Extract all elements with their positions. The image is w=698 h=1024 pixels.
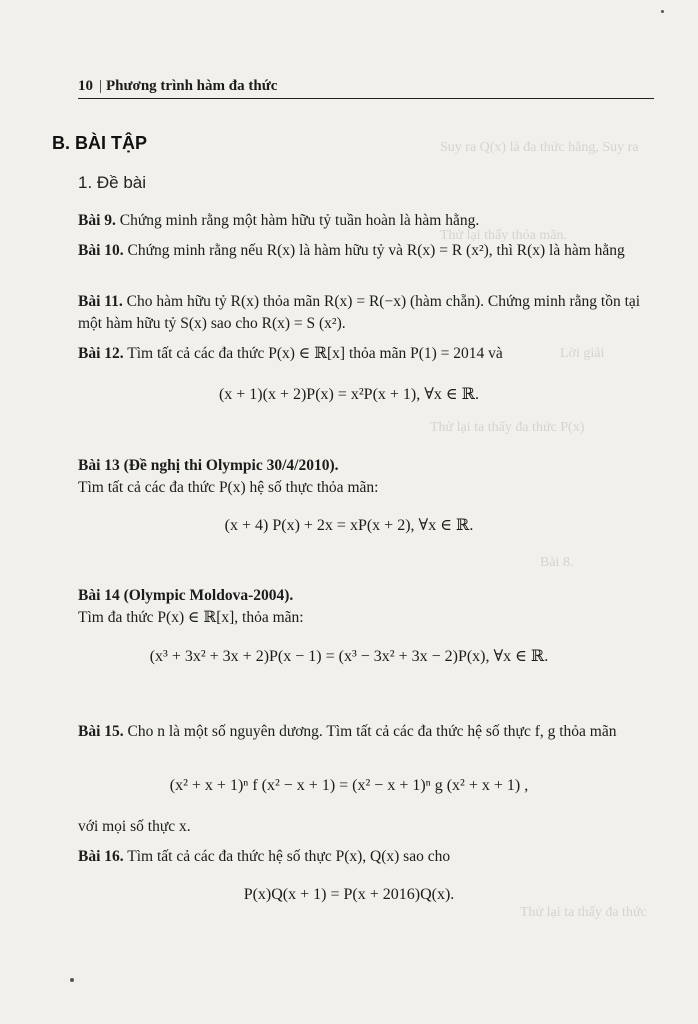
problem-9 (78, 210, 656, 232)
problem-14-heading (78, 585, 656, 607)
section-heading: B. BÀI TẬP (52, 133, 148, 153)
header-separator: | (99, 78, 103, 94)
equation-12: (x + 1)(x + 2)P(x) = x²P(x + 1), ∀x ∈ ℝ. (218, 386, 480, 403)
problem-label: Bài 11. (78, 293, 123, 310)
problem-13-heading (78, 455, 656, 477)
equation-13: (x + 4) P(x) + 2x = xP(x + 2), ∀x ∈ ℝ. (224, 517, 474, 534)
problem-label: Bài 14 (Olympic Moldova-2004). (78, 587, 294, 604)
bleed-through-text: Thử lại ta thấy đa thức (520, 905, 647, 920)
problem-text: Chứng minh rằng một hàm hữu tỷ tuần hoàn là hàm hằng. (119, 212, 480, 229)
subsection-heading: 1. Đề bài (78, 173, 147, 192)
problem-text: Cho n là một số nguyên dương. Tìm tất cả các đa thức hệ số thực f, g thỏa mãn (127, 723, 617, 740)
problem-text: Cho hàm hữu tỷ R(x) thỏa mãn R(x) = R(−x) (hàm chẵn). Chứng minh rằng tồn tại một hàm hữu tỷ S(x) sao cho R(x) = S (x²). (78, 293, 641, 332)
problem-13-text: Tìm tất cả các đa thức P(x) hệ số thực thỏa mãn: (78, 479, 379, 496)
running-title: Phương trình hàm đa thức (106, 78, 278, 94)
bleed-through-text: Lời giải (560, 346, 605, 361)
problem-16 (78, 846, 656, 868)
equation-14: (x³ + 3x² + 3x + 2)P(x − 1) = (x³ − 3x² + 3x − 2)P(x), ∀x ∈ ℝ. (149, 648, 549, 665)
problem-text: Chứng minh rằng nếu R(x) là hàm hữu tỷ và R(x) = R (x²), thì R(x) là hàm hằng (127, 242, 625, 259)
page-speck (70, 978, 74, 982)
problem-11 (78, 291, 656, 335)
problem-10 (78, 240, 656, 262)
problem-label: Bài 15. (78, 723, 124, 740)
problem-label: Bài 12. (78, 345, 124, 362)
problem-15-after: với mọi số thực x. (78, 818, 191, 835)
page-number: 10 (78, 78, 93, 94)
equation-15: (x² + x + 1)ⁿ f (x² − x + 1) = (x² − x + 1)ⁿ g (x² + x + 1) , (169, 777, 529, 794)
problem-14-text: Tìm đa thức P(x) ∈ ℝ[x], thỏa mãn: (78, 609, 304, 626)
bleed-through-text: Suy ra Q(x) là đa thức hằng, Suy ra (440, 140, 639, 155)
bleed-through-text: Thử lại ta thấy đa thức P(x) (430, 420, 585, 435)
bleed-through-text: Bài 8. (540, 555, 574, 570)
problem-label: Bài 16. (78, 848, 124, 865)
page-speck (661, 10, 664, 13)
problem-label: Bài 10. (78, 242, 124, 259)
running-header (78, 78, 654, 99)
problem-text: Tìm tất cả các đa thức P(x) ∈ ℝ[x] thỏa mãn P(1) = 2014 và (127, 345, 503, 362)
problem-label: Bài 9. (78, 212, 116, 229)
problem-12 (78, 343, 656, 365)
problem-text: Tìm tất cả các đa thức hệ số thực P(x), Q(x) sao cho (127, 848, 451, 865)
problem-label: Bài 13 (Đề nghị thi Olympic 30/4/2010). (78, 457, 339, 474)
problem-15 (78, 721, 656, 743)
bleed-through-text: Thử lại thấy thỏa mãn. (440, 228, 567, 243)
equation-16: P(x)Q(x + 1) = P(x + 2016)Q(x). (243, 886, 455, 903)
